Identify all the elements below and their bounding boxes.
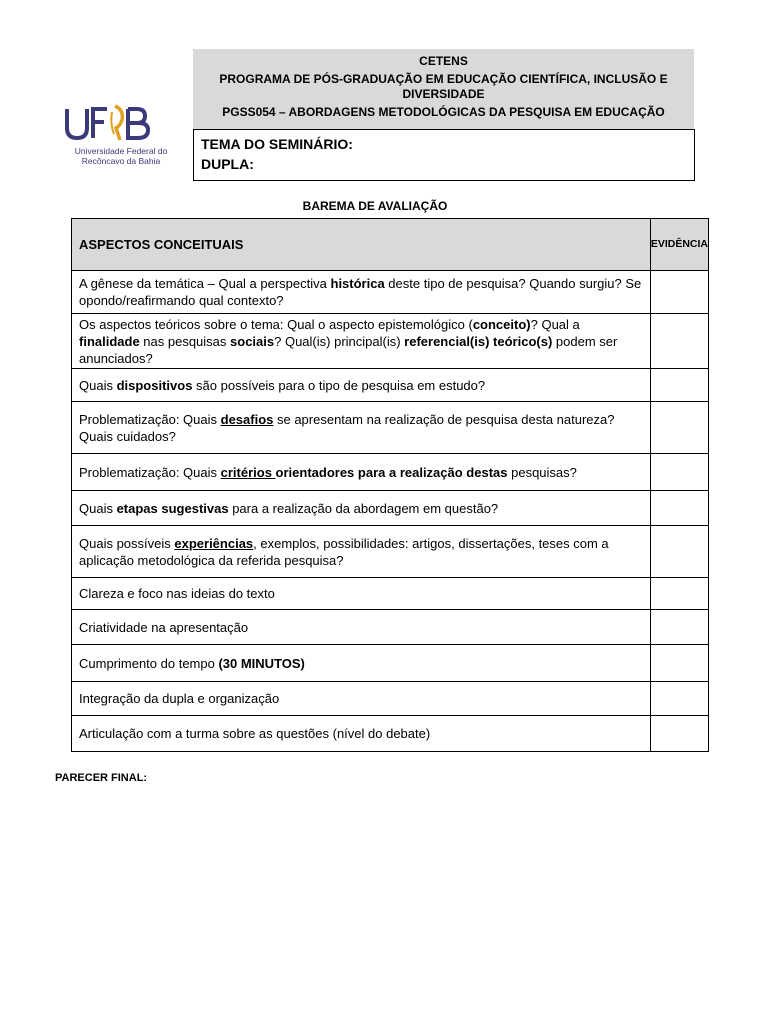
criterion-text — [72, 491, 651, 526]
table-header-row — [72, 219, 709, 271]
criterion-text-segment: Quais possíveis — [79, 535, 175, 551]
criterion-text-segment: Problematização: Quais — [79, 464, 221, 480]
criterion-text-segment: critérios — [220, 464, 276, 480]
criterion-text-segment: podem ser anunciados? — [79, 333, 618, 366]
document-header — [193, 49, 694, 129]
criterion-text-segment: nas pesquisas — [139, 333, 231, 349]
column-header-aspects: ASPECTOS CONCEITUAIS — [72, 219, 651, 271]
criterion-text-segment: etapas sugestivas — [116, 500, 229, 516]
criterion-text-segment: conceito) — [472, 316, 531, 332]
criterion-text-segment: Quais — [79, 377, 117, 393]
criterion-text — [72, 454, 651, 491]
criterion-text-segment: Integração da dupla e organização — [79, 691, 280, 706]
barema-title: BAREMA DE AVALIAÇÃO — [302, 199, 448, 213]
criterion-text-segment: , exemplos, possibilidades: artigos, dissertações, teses com a aplicação metodológica da referida pesquisa? — [79, 535, 609, 568]
header-course: PGSS054 – ABORDAGENS METODOLÓGICAS DA PESQUISA EM EDUCAÇÃO — [222, 105, 665, 119]
criterion-text-segment: Quais — [79, 500, 117, 516]
evidence-cell[interactable] — [650, 491, 708, 526]
evaluation-table — [71, 218, 709, 752]
evidence-cell[interactable] — [650, 682, 708, 716]
table-row — [72, 271, 709, 314]
evidence-cell[interactable] — [650, 314, 708, 369]
criterion-text-segment: A gênese da temática – Qual a perspectiva — [79, 276, 331, 291]
criterion-text-segment: ? Qual a — [530, 316, 580, 332]
logo-caption-line1: Universidade Federal do — [74, 146, 168, 156]
criterion-text-segment: (30 MINUTOS) — [218, 655, 305, 671]
criterion-text-segment: orientadores para a realização destas — [275, 464, 508, 480]
criterion-text — [72, 645, 651, 682]
table-row — [72, 369, 709, 402]
criterion-text — [72, 271, 651, 314]
criterion-text-segment: para a realização da abordagem em questão? — [228, 500, 499, 516]
criterion-text-segment: ? Qual(is) principal(is) — [274, 333, 405, 349]
table-row — [72, 491, 709, 526]
criterion-text-segment: Articulação com a turma sobre as questões (nível do debate) — [79, 726, 431, 741]
evidence-cell[interactable] — [650, 578, 708, 610]
criterion-text — [72, 314, 651, 369]
criterion-text-segment: pesquisas? — [507, 464, 577, 480]
logo-caption-line2: Recôncavo da Bahia — [81, 156, 161, 166]
criterion-text-segment: referencial(is) teórico(s) — [404, 333, 553, 349]
table-row — [72, 526, 709, 578]
table-row — [72, 682, 709, 716]
criterion-text-segment: são possíveis para o tipo de pesquisa em estudo? — [192, 377, 486, 393]
criterion-text — [72, 369, 651, 402]
criterion-text-segment: se apresentam na realização de pesquisa desta natureza? Quais cuidados? — [79, 411, 615, 444]
evidence-cell[interactable] — [650, 271, 708, 314]
table-row — [72, 716, 709, 752]
table-row — [72, 314, 709, 369]
evidence-cell[interactable] — [650, 526, 708, 578]
header-institution: CETENS — [419, 54, 468, 68]
criterion-text-segment: sociais — [230, 333, 275, 349]
table-row — [72, 454, 709, 491]
criterion-text — [72, 610, 651, 645]
criterion-text-segment: Criatividade na apresentação — [79, 619, 249, 635]
criterion-text-segment: experiências — [174, 535, 254, 551]
seminar-info-box — [193, 129, 695, 181]
criterion-text — [72, 578, 651, 610]
criterion-text-segment: deste tipo de pesquisa? Quando surgiu? Se opondo/reafirmando qual contexto? — [79, 276, 642, 308]
column-header-evidence: EVIDÊNCIA — [650, 219, 708, 271]
dupla-label: DUPLA: — [201, 156, 254, 172]
criterion-text-segment: Clareza e foco nas ideias do texto — [79, 586, 275, 601]
criterion-text — [72, 716, 651, 752]
criterion-text — [72, 526, 651, 578]
criterion-text-segment: desafios — [220, 411, 274, 427]
ufrb-logo-mark — [62, 104, 162, 144]
criterion-text — [72, 682, 651, 716]
evidence-cell[interactable] — [650, 716, 708, 752]
table-row — [72, 645, 709, 682]
evidence-cell[interactable] — [650, 645, 708, 682]
evidence-cell[interactable] — [650, 402, 708, 454]
logo-caption — [62, 146, 180, 166]
criterion-text-segment: histórica — [330, 276, 385, 291]
table-row — [72, 610, 709, 645]
criterion-text-segment: Problematização: Quais — [79, 411, 221, 427]
header-program: PROGRAMA DE PÓS-GRADUAÇÃO EM EDUCAÇÃO CIENTÍFICA, INCLUSÃO E DIVERSIDADE — [219, 72, 668, 101]
criterion-text-segment: Cumprimento do tempo — [79, 655, 219, 671]
criterion-text-segment: Os aspectos teóricos sobre o tema: Qual o aspecto epistemológico ( — [79, 316, 473, 332]
table-row — [72, 578, 709, 610]
parecer-final-label: PARECER FINAL: — [55, 772, 148, 784]
criterion-text-segment: dispositivos — [116, 377, 193, 393]
tema-label: TEMA DO SEMINÁRIO: — [201, 136, 353, 152]
table-row — [72, 402, 709, 454]
criterion-text-segment: finalidade — [79, 333, 140, 349]
evidence-cell[interactable] — [650, 610, 708, 645]
criterion-text — [72, 402, 651, 454]
evidence-cell[interactable] — [650, 454, 708, 491]
evidence-cell[interactable] — [650, 369, 708, 402]
